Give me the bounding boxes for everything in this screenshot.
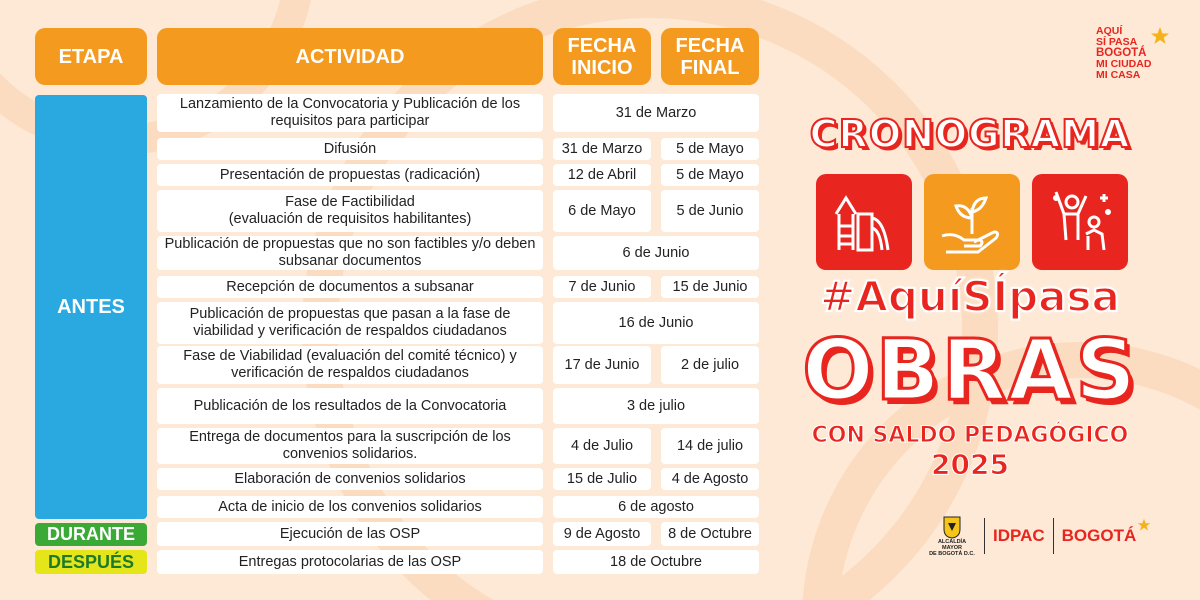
celebration-icon bbox=[1042, 184, 1118, 260]
activity-cell: Entrega de documentos para la suscripción de los convenios solidarios. bbox=[157, 428, 543, 464]
end-date-cell: 15 de Junio bbox=[661, 276, 759, 298]
start-date-cell: 4 de Julio bbox=[553, 428, 651, 464]
coat-of-arms-icon bbox=[942, 515, 962, 539]
end-date-cell: 8 de Octubre bbox=[661, 522, 759, 546]
activity-cell: Publicación de los resultados de la Convocatoria bbox=[157, 388, 543, 424]
activity-cell: Ejecución de las OSP bbox=[157, 522, 543, 546]
activity-cell: Lanzamiento de la Convocatoria y Publicación de los requisitos para participar bbox=[157, 94, 543, 132]
date-cell: 3 de julio bbox=[553, 388, 759, 424]
stage-despues: DESPUÉS bbox=[35, 550, 147, 574]
start-date-cell: 17 de Junio bbox=[553, 346, 651, 384]
header-etapa: ETAPA bbox=[35, 28, 147, 85]
star-icon bbox=[1137, 518, 1151, 532]
end-date-cell: 5 de Junio bbox=[661, 190, 759, 232]
activity-cell: Publicación de propuestas que pasan a la fase de viabilidad y verificación de respaldos ciudadanos bbox=[157, 302, 543, 344]
start-date-cell: 31 de Marzo bbox=[553, 138, 651, 160]
title-year: 2025 bbox=[931, 448, 1009, 481]
end-date-cell: 5 de Mayo bbox=[661, 164, 759, 186]
title-cronograma: CRONOGRAMA bbox=[809, 112, 1131, 156]
logo-divider bbox=[1053, 518, 1054, 554]
stage-antes: ANTES bbox=[35, 95, 147, 519]
end-date-cell: 5 de Mayo bbox=[661, 138, 759, 160]
header-fecha-inicio: FECHA INICIO bbox=[553, 28, 651, 85]
activity-cell: Difusión bbox=[157, 138, 543, 160]
end-date-cell: 14 de julio bbox=[661, 428, 759, 464]
alcaldia-logo bbox=[928, 515, 976, 557]
celebration-icon-box bbox=[1032, 174, 1128, 270]
brand-line3: BOGOTÁ bbox=[1096, 47, 1147, 59]
plant-hand-icon bbox=[934, 184, 1010, 260]
start-date-cell: 7 de Junio bbox=[553, 276, 651, 298]
activity-cell: Entregas protocolarias de las OSP bbox=[157, 550, 543, 574]
date-cell: 6 de agosto bbox=[553, 496, 759, 518]
idpac-logo: IDPAC bbox=[993, 526, 1045, 545]
stage-durante: DURANTE bbox=[35, 523, 147, 546]
activity-cell: Acta de inicio de los convenios solidarios bbox=[157, 496, 543, 518]
logo-divider bbox=[984, 518, 985, 554]
header-actividad: ACTIVIDAD bbox=[157, 28, 543, 85]
date-cell: 31 de Marzo bbox=[553, 94, 759, 132]
activity-cell: Fase de Factibilidad (evaluación de requisitos habilitantes) bbox=[157, 190, 543, 232]
star-icon bbox=[1150, 26, 1170, 46]
playground-icon-box bbox=[816, 174, 912, 270]
start-date-cell: 6 de Mayo bbox=[553, 190, 651, 232]
plant-hand-icon-box bbox=[924, 174, 1020, 270]
header-fecha-final: FECHA FINAL bbox=[661, 28, 759, 85]
alcaldia-text: ALCALDÍA MAYOR DE BOGOTÁ D.C. bbox=[929, 539, 975, 557]
start-date-cell: 15 de Julio bbox=[553, 468, 651, 490]
title-subtitle: CON SALDO PEDAGÓGICO bbox=[811, 423, 1129, 448]
bogota-logo: BOGOTÁ bbox=[1061, 526, 1137, 545]
date-cell: 6 de Junio bbox=[553, 236, 759, 270]
start-date-cell: 12 de Abril bbox=[553, 164, 651, 186]
date-cell: 18 de Octubre bbox=[553, 550, 759, 574]
brand-line1: AQUÍ bbox=[1096, 25, 1123, 37]
end-date-cell: 2 de julio bbox=[661, 346, 759, 384]
start-date-cell: 9 de Agosto bbox=[553, 522, 651, 546]
activity-cell: Presentación de propuestas (radicación) bbox=[157, 164, 543, 186]
brand-line4: MI CIUDAD bbox=[1096, 58, 1152, 70]
activity-cell: Elaboración de convenios solidarios bbox=[157, 468, 543, 490]
activity-cell: Recepción de documentos a subsanar bbox=[157, 276, 543, 298]
title-hashtag: #AquíSÍpasa bbox=[820, 272, 1120, 321]
playground-icon bbox=[826, 184, 902, 260]
brand-line2: SÍ PASA bbox=[1096, 36, 1138, 48]
activity-cell: Fase de Viabilidad (evaluación del comité técnico) y verificación de respaldos ciudadanos bbox=[157, 346, 543, 384]
end-date-cell: 4 de Agosto bbox=[661, 468, 759, 490]
date-cell: 16 de Junio bbox=[553, 302, 759, 344]
activity-cell: Publicación de propuestas que no son factibles y/o deben subsanar documentos bbox=[157, 236, 543, 270]
title-obras: OBRAS bbox=[802, 321, 1138, 419]
brand-line5: MI CASA bbox=[1096, 69, 1141, 81]
logos-bar bbox=[928, 516, 1151, 556]
